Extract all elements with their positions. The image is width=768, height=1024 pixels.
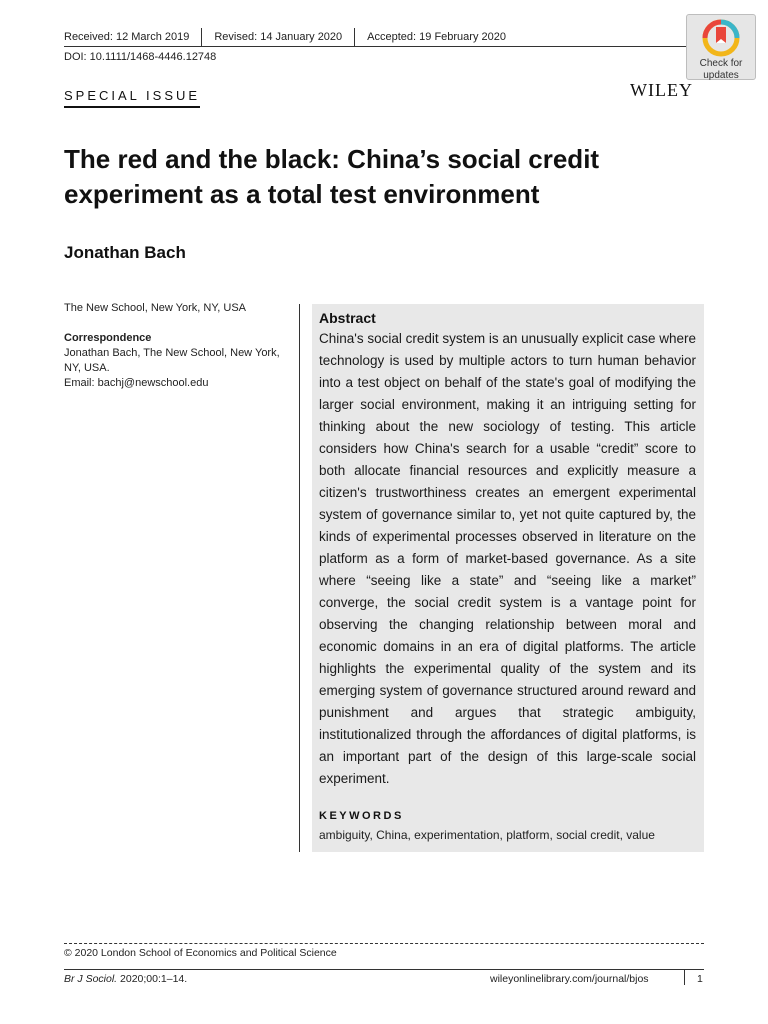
revised-date: Revised: 14 January 2020 — [214, 31, 343, 43]
header-rule — [64, 46, 704, 47]
title-line-2: experiment as a total test environment — [64, 179, 540, 209]
correspondence-heading: Correspondence — [64, 332, 152, 344]
footnote-rule — [64, 943, 704, 944]
received-date: Received: 12 March 2019 — [64, 31, 190, 43]
publication-dates — [64, 28, 704, 46]
correspondence-line-2: NY, USA. — [64, 362, 110, 374]
check-for-updates-badge[interactable] — [686, 14, 756, 80]
citation-details: 2020;00:1–14. — [117, 973, 188, 985]
keywords-heading: KEYWORDS — [319, 810, 404, 822]
correspondence-line-1: Jonathan Bach, The New School, New York, — [64, 347, 280, 359]
badge-label-2: updates — [703, 70, 739, 81]
email[interactable]: Email: bachj@newschool.edu — [64, 377, 209, 389]
column-divider — [299, 304, 300, 852]
affiliation-block — [64, 301, 289, 391]
journal-citation — [64, 973, 187, 985]
footer-rule — [64, 969, 704, 970]
date-separator — [201, 28, 202, 46]
section-label: SPECIAL ISSUE — [64, 88, 200, 108]
page-separator — [684, 969, 685, 985]
badge-label-1: Check for — [699, 58, 743, 69]
keywords-list: ambiguity, China, experimentation, platform, social credit, value — [319, 828, 655, 842]
journal-url[interactable]: wileyonlinelibrary.com/journal/bjos — [490, 973, 649, 985]
abstract-box — [312, 304, 704, 852]
page-number: 1 — [697, 973, 703, 985]
doi[interactable]: DOI: 10.1111/1468-4446.12748 — [64, 51, 217, 63]
journal-name: Br J Sociol. — [64, 973, 118, 985]
accepted-date: Accepted: 19 February 2020 — [367, 31, 506, 43]
publisher-logo: WILEY — [630, 80, 693, 100]
copyright: © 2020 London School of Economics and Political Science — [64, 947, 337, 959]
author-name: Jonathan Bach — [64, 243, 186, 262]
crossmark-icon — [702, 19, 740, 57]
date-separator — [354, 28, 355, 46]
institution: The New School, New York, NY, USA — [64, 302, 246, 314]
abstract-heading: Abstract — [319, 310, 376, 326]
abstract-text: China's social credit system is an unusually explicit case where technology is used by multiple actors to turn human behavior into a test object on behalf of the state's goal of modifying the larger social environment, making it an intriguing setting for thinking about the new sociology of testing. This article considers how China's search for a usable “credit” score to both allocate financial resources and explicitly measure a citizen's trustworthiness creates an emergent experimental system of governance similar to, yet not quite captured by, the kinds of experimental processes observed in literature on the platform as a form of market-based governance. As a site where “seeing like a state” and “seeing like a market” converge, the social credit system is a vantage point for observing the changing relationship between moral and economic domains in an era of digital platforms. The article highlights the experimental quality of the system and its emerging system of governance structured around reward and punishment and argues that strategic ambiguity, institutionalized through the affordances of digital platforms, is an important part of the design of this large-scale social experiment. — [319, 331, 696, 786]
title-line-1: The red and the black: China’s social credit — [64, 144, 600, 174]
article-title — [64, 142, 684, 212]
